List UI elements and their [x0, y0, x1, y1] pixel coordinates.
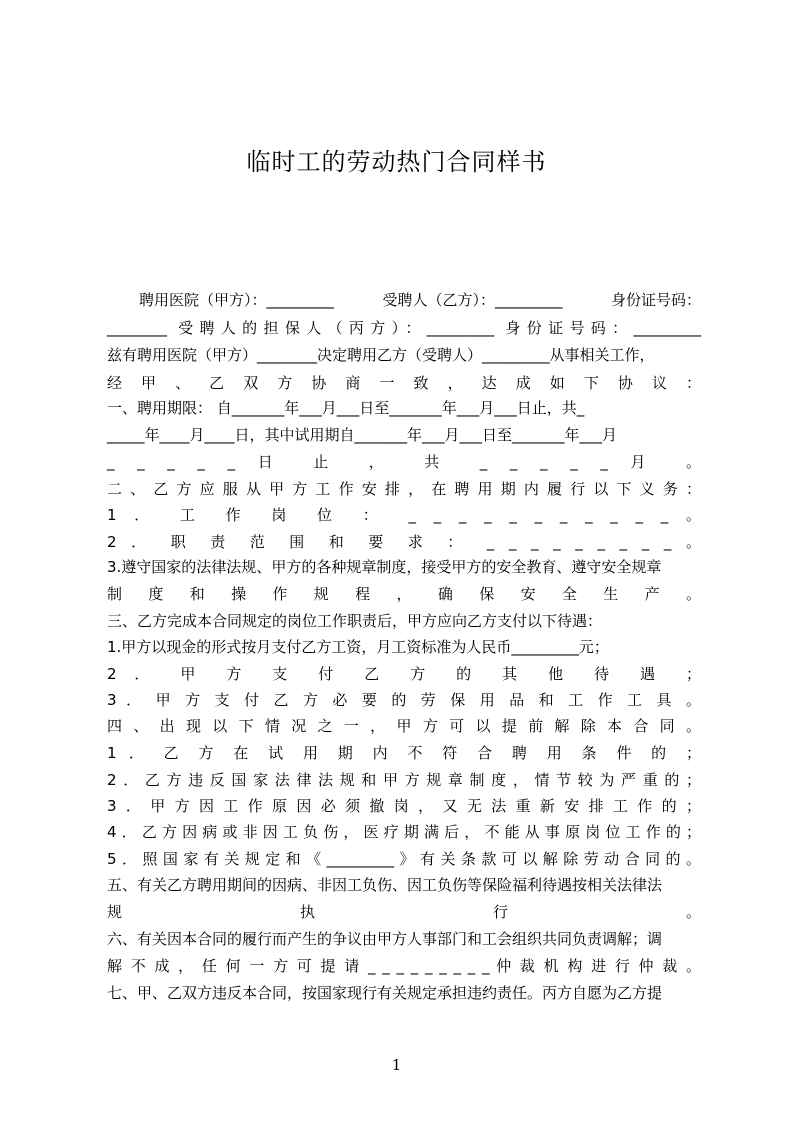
contract-line: _____年____月____日，其中试用期自_______年___月___日至_______年___月: [107, 426, 618, 444]
document-title: 临时工的劳动热门合同样书: [246, 148, 547, 176]
contract-line: 1.甲方以现金的形式按月支付乙方工资，月工资标准为人民币_________元；: [107, 638, 609, 656]
contract-line: 5．照国家有关规定和《_________》有关条款可以解除劳动合同的。: [107, 850, 701, 868]
contract-line: 3．甲方因工作原因必须撤岗，又无法重新安排工作的；: [107, 797, 701, 815]
contract-line: 解 不 成 ， 任 何 一 方 可 提 请 _ _ _ _ _ _ _ _ _ 仲 裁 机 构 进 行 仲 裁 。: [107, 957, 701, 975]
id-number-label: 身份证号码：: [610, 291, 701, 309]
contract-line: 1 ． 乙 方 在 试 用 期 内 不 符 合 聘 用 条 件 的 ；: [107, 744, 701, 762]
contract-line: 3.遵守国家的法律法规、甲方的各种规章制度，接受甲方的安全教育、遵守安全规章: [107, 558, 662, 576]
contract-line: 2 ． 职 责 范 围 和 要 求 ： _ _ _ _ _ _ _ _ _ 。: [107, 533, 701, 551]
contract-line: 2 ． 甲 方 支 付 乙 方 的 其 他 待 遇 ；: [107, 665, 701, 683]
contract-line: 规 执 行 。: [107, 903, 701, 921]
contract-line: 1 ． 工 作 岗 位 ： _ _ _ _ _ _ _ _ _ _ _ 。: [107, 506, 701, 524]
header-line: [107, 290, 701, 310]
contract-line: 六、有关因本合同的履行而产生的争议由甲方人事部门和工会组织共同负责调解；调: [107, 930, 663, 948]
contract-line: 经 甲 、 乙 双 方 协 商 一 致 ， 达 成 如 下 协 议 ：: [107, 374, 701, 392]
contract-line: 三、乙方完成本合同规定的岗位工作职责后，甲方应向乙方支付以下待遇：: [107, 612, 603, 630]
contract-line: 制 度 和 操 作 规 程 ， 确 保 安 全 生 产 。: [107, 585, 701, 603]
page-number: 1: [391, 1056, 402, 1074]
contract-line: 四 、 出 现 以 下 情 况 之 一 ， 甲 方 可 以 提 前 解 除 本 合 同 。: [107, 717, 701, 735]
contract-line: 七、甲、乙双方违反本合同，按国家现行有关规定承担违约责任。丙方自愿为乙方提: [107, 984, 663, 1002]
employee-field: 受聘人（乙方）：_________: [382, 291, 563, 309]
contract-line: _ _ _ _ _ 日 止 ， 共 _ _ _ _ _ 月 。: [107, 453, 701, 471]
contract-line: 一、聘用期限： 自_______年___月___日至_______年___月___日止，共_: [107, 399, 585, 417]
contract-line: 3 ． 甲 方 支 付 乙 方 必 要 的 劳 保 用 品 和 工 作 工 具 。: [107, 691, 701, 709]
contract-line: 五、有关乙方聘用期间的因病、非因工负伤、因工负伤等保险福利待遇按相关法律法: [107, 876, 663, 894]
contract-line: ________ 受聘人的担保人（丙方）：_________ 身份证号码：_________: [107, 319, 701, 337]
employer-field: 聘用医院（甲方）：_________: [139, 291, 335, 309]
contract-line: 2．乙方违反国家法律法规和甲方规章制度，情节较为严重的；: [107, 771, 701, 789]
contract-line: 4．乙方因病或非因工负伤，医疗期满后，不能从事原岗位工作的；: [107, 823, 701, 841]
contract-line: 兹有聘用医院（甲方）________决定聘用乙方（受聘人）_________从事相关工作，: [107, 346, 655, 364]
contract-line: 二 、 乙 方 应 服 从 甲 方 工 作 安 排 ， 在 聘 用 期 内 履 行 以 下 义 务 ：: [107, 480, 701, 498]
